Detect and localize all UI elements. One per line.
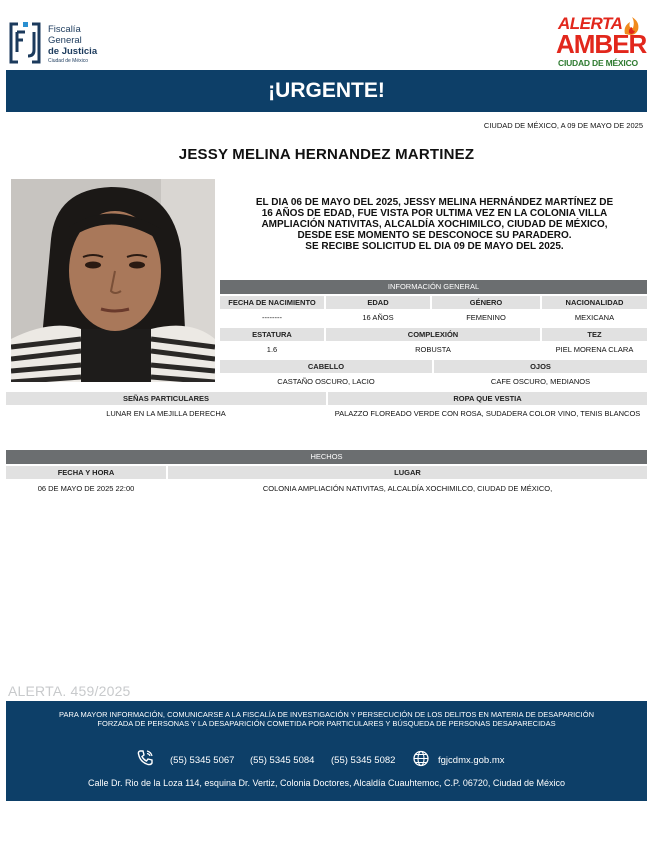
facts-header: HECHOS xyxy=(6,450,647,464)
value-location: COLONIA AMPLIACIÓN NATIVITAS, ALCALDÍA XOCHIMILCO, CIUDAD DE MÉXICO, xyxy=(262,484,553,493)
value-age: 16 AÑOS xyxy=(362,313,394,322)
header xyxy=(0,0,653,70)
footer-info-line: PARA MAYOR INFORMACIÓN, COMUNICARSE A LA FISCALÍA DE INVESTIGACIÓN Y PERSECUCIÓN DE LOS DELITOS EN MATERIA DE DESAPARICIÓN xyxy=(59,710,594,719)
col-hair: CABELLO xyxy=(220,360,432,373)
fgj-emblem-icon xyxy=(8,20,42,66)
col-age: EDAD xyxy=(326,296,430,309)
value-complexion: PIEL MORENA CLARA xyxy=(555,345,634,354)
amber-word-alerta: ALERTA xyxy=(558,14,623,33)
phone-number[interactable]: (55) 5345 5067 xyxy=(170,755,235,766)
phone-icon xyxy=(136,749,154,767)
description-line: SE RECIBE SOLICITUD EL DIA 09 DE MAYO DEL 2025. xyxy=(305,241,564,252)
globe-icon xyxy=(412,750,430,767)
value-birthdate: -------- xyxy=(262,313,282,322)
fgj-logo xyxy=(8,20,118,68)
portrait-illustration xyxy=(11,179,215,382)
col-build: COMPLEXIÓN xyxy=(326,328,540,341)
fgj-line-1: Fiscalía xyxy=(48,24,81,35)
alert-number: ALERTA. 459/2025 xyxy=(8,683,131,699)
footer-info-line: FORZADA DE PERSONAS Y LA DESAPARICIÓN COMETIDA POR PARTICULARES Y BÚSQUEDA DE PERSONAS DESAPARECIDAS xyxy=(97,719,556,728)
alerta-amber-logo xyxy=(556,14,648,70)
col-complexion: TEZ xyxy=(542,328,647,341)
issue-date: CIUDAD DE MÉXICO, A 09 DE MAYO DE 2025 xyxy=(483,121,643,130)
value-date-time: 06 DE MAYO DE 2025 22:00 xyxy=(37,484,135,493)
description-line: 16 AÑOS DE EDAD, FUE VISTA POR ULTIMA VEZ EN LA COLONIA VILLA xyxy=(261,208,608,219)
urgent-banner: ¡URGENTE! xyxy=(6,70,647,112)
value-height: 1.6 xyxy=(266,345,278,354)
missing-person-photo xyxy=(11,179,215,382)
value-eyes: CAFE OSCURO, MEDIANOS xyxy=(490,377,591,386)
value-distinguishing-marks: LUNAR EN LA MEJILLA DERECHA xyxy=(106,409,226,418)
fgj-name xyxy=(48,24,97,57)
amber-word-amber: AMBER xyxy=(556,29,647,59)
amber-word-city: CIUDAD DE MÉXICO xyxy=(558,58,638,68)
col-distinguishing-marks: SEÑAS PARTICULARES xyxy=(6,392,326,405)
phone-number[interactable]: (55) 5345 5084 xyxy=(250,755,315,766)
description-line: EL DIA 06 DE MAYO DEL 2025, JESSY MELINA HERNÁNDEZ MARTÍNEZ DE xyxy=(255,197,614,208)
col-nationality: NACIONALIDAD xyxy=(542,296,647,309)
col-date-time: FECHA Y HORA xyxy=(6,466,166,479)
fgj-line-3: de Justicia xyxy=(48,46,98,57)
website-link[interactable]: fgjcdmx.gob.mx xyxy=(438,755,505,766)
col-location: LUGAR xyxy=(168,466,647,479)
general-info-header: INFORMACIÓN GENERAL xyxy=(220,280,647,294)
col-eyes: OJOS xyxy=(434,360,647,373)
value-clothing: PALAZZO FLOREADO VERDE CON ROSA, SUDADERA COLOR VINO, TENIS BLANCOS xyxy=(334,409,641,418)
value-hair: CASTAÑO OSCURO, LACIO xyxy=(277,377,375,386)
phone-number[interactable]: (55) 5345 5082 xyxy=(331,755,396,766)
fgj-line-2: General xyxy=(48,35,82,46)
missing-person-name: JESSY MELINA HERNANDEZ MARTINEZ xyxy=(178,146,475,163)
col-birthdate: FECHA DE NACIMIENTO xyxy=(220,296,324,309)
office-address: Calle Dr. Rio de la Loza 114, esquina Dr. Vertiz, Colonia Doctores, Alcaldía Cuauhtemoc, C.P. 06720, Ciudad de México xyxy=(88,778,565,788)
col-gender: GÉNERO xyxy=(432,296,540,309)
col-clothing: ROPA QUE VESTIA xyxy=(328,392,647,405)
fgj-subtitle: Ciudad de México xyxy=(48,58,89,64)
footer xyxy=(6,701,647,801)
value-nationality: MEXICANA xyxy=(574,313,615,322)
description-line: AMPLIACIÓN NATIVITAS, ALCALDÍA XOCHIMILCO, CIUDAD DE MÉXICO, xyxy=(261,219,608,230)
description-line: DESDE ESE MOMENTO SE DESCONOCE SU PARADERO. xyxy=(297,230,572,241)
value-gender: FEMENINO xyxy=(466,313,506,322)
col-height: ESTATURA xyxy=(220,328,324,341)
case-description xyxy=(222,197,647,252)
value-build: ROBUSTA xyxy=(415,345,451,354)
footer-info xyxy=(6,710,647,728)
